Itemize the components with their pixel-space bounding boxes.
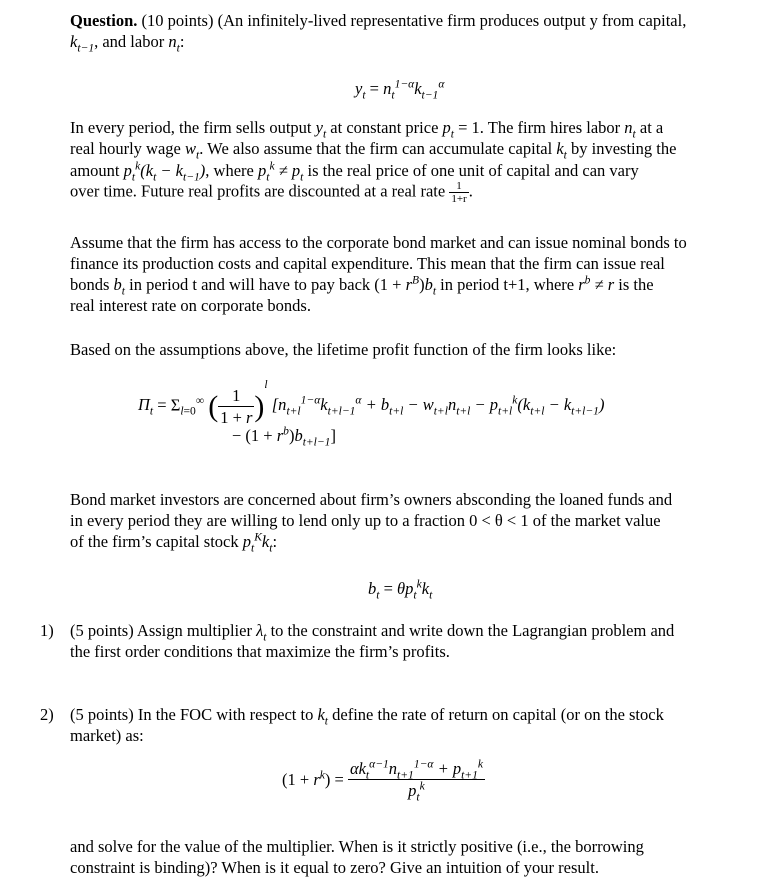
question-intro: (10 points) (An infinitely-lived representative firm produces output y from capital,: [141, 11, 687, 30]
para4-line-2: in every period they are willing to lend only up to a fraction 0 < θ < 1 of the market value: [70, 511, 661, 530]
profit-equation-line-1: $\Pi_t = \Sigma_{l=0}^\infty$ ( $\frac{1}{1 + r}$ )$^l$ [$n_{t+l}^{1-\alpha}k_{t+l-1}^\alpha + b_{t+l} - w_{t+l}n_{t+l} - p_{t+l}^k(k_{t+l} - k_{t+l-1})$: [138, 378, 605, 427]
q1-number: 1): [40, 621, 54, 640]
para5-line-2: constraint is binding)? When is it equal to zero? Give an intuition of your result.: [70, 858, 599, 877]
question-intro-2-end: :: [179, 32, 185, 51]
para2-line-3: bonds $b_t$ in period t and will have to pay back $(1 + r^B)b_t$ in period t+1, where $r^b \ne r$ is the: [70, 274, 654, 298]
discount-fraction: $\frac{1}{1+r}$: [451, 180, 467, 205]
para3: Based on the assumptions above, the lifetime profit function of the firm looks like:: [70, 340, 617, 359]
question-line-2: $k_{t-1}$, and labor $n_t$:: [70, 32, 185, 55]
question-intro-2: , and labor: [94, 32, 165, 51]
return-fraction: $\frac{\alpha k_t^{\alpha-1}n_{t+1}^{1-\alpha} + p_{t+1}^k}{p_t^k}$: [349, 758, 484, 804]
profit-discount-fraction: $\frac{1}{1 + r}$: [220, 386, 253, 427]
question-line-1: [70, 10, 686, 31]
q2-line-2: market) as:: [70, 726, 144, 745]
para5-line-1: and solve for the value of the multiplier. When is it strictly positive (i.e., the borrowing: [70, 837, 644, 856]
question-title: Question.: [70, 11, 138, 30]
para1-line-1: In every period, the firm sells output $y_t$ at constant price $p_t = 1$. The firm hires labor $n_t$ at a: [70, 118, 664, 141]
para4-line-3: of the firm’s capital stock $p_t^Kk_t$:: [70, 531, 278, 555]
q2-line-1: (5 points) In the FOC with respect to $k_t$ define the rate of return on capital (or on the stock: [70, 705, 664, 728]
para1-line-3: amount $p_t^k(k_t - k_{t-1})$, where $p_t^k \ne p_t$ is the real price of one unit of capital and can vary: [70, 160, 639, 184]
para4-line-1: Bond market investors are concerned about firm’s owners absconding the loaned funds and: [70, 490, 673, 509]
para1-line-2: real hourly wage $w_t$. We also assume that the firm can accumulate capital $k_t$ by investing the: [70, 139, 677, 162]
para2-line-1: Assume that the firm has access to the corporate bond market and can issue nominal bonds to: [70, 233, 687, 252]
q1-line-2: the first order conditions that maximize the firm’s profits.: [70, 642, 450, 661]
production-equation: $y_t = n_t^{1-\alpha}k_{t-1}^\alpha$: [355, 78, 445, 102]
para1-line-4: over time. Future real profits are discounted at a real rate $\frac{1}{1+r}$ .: [70, 180, 473, 205]
profit-equation-line-2: − $(1 + r^b)b_{t+l-1}$]: [232, 425, 336, 449]
q1-line-1: (5 points) Assign multiplier $\lambda_t$ to the constraint and write down the Lagrangian problem and: [70, 621, 675, 644]
q2-number: 2): [40, 705, 54, 724]
para2-line-2: finance its production costs and capital expenditure. This mean that the firm can issue real: [70, 254, 665, 273]
constraint-equation: $b_t = \theta p_t^kk_t$: [368, 578, 433, 602]
return-equation: $(1 + r^k)$ = $\frac{\alpha k_t^{\alpha-1}n_{t+1}^{1-\alpha} + p_{t+1}^k}{p_t^k}$: [282, 758, 484, 804]
para2-line-4: real interest rate on corporate bonds.: [70, 296, 311, 315]
